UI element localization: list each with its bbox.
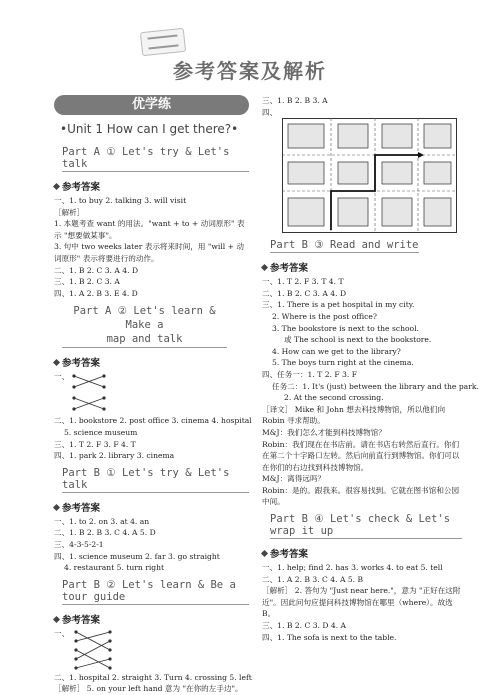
answer-line: 3. The bookstore is next to the school. xyxy=(272,323,419,333)
part-a1-title: Part A ① Let's try & Let's talk xyxy=(62,146,249,172)
translation-text: Robin：是的。跟我来。很容易找到。它就在图书馆和公园中间。 xyxy=(262,485,460,507)
diamond-icon xyxy=(53,359,60,366)
answer-line: 4. How can we get to the library? xyxy=(272,346,401,356)
answer-line: 三、1. B 2. B 3. A xyxy=(262,96,328,105)
answer-line: 二、1. B 2. C 3. A 4. D xyxy=(262,288,347,298)
answer-line: 一、1. T 2. F 3. T 4. T xyxy=(262,277,344,287)
answer-line: 5. science museum xyxy=(64,427,138,437)
answer-line: 四、1. The sofa is next to the table. xyxy=(262,632,397,642)
unit-title: •Unit 1 How can I get there?• xyxy=(60,122,239,136)
part-a2-title: Part A ② Let's learn & Make a map and talk xyxy=(62,304,227,348)
diamond-icon xyxy=(261,550,268,557)
answer-line: 二、1. hospital 2. straight 3. Turn 4. crossing 5. left xyxy=(54,672,252,682)
answer-line: 5. The boys turn right at the cinema. xyxy=(272,358,414,368)
answer-line: 三、1. B 2. C 3. D 4. A xyxy=(262,621,347,631)
answer-line: ［解析］ 5. on your left hand 意为 "在你的左手边"。 xyxy=(54,684,243,694)
matching-diagram: 一、 xyxy=(54,371,249,415)
diamond-icon xyxy=(53,504,60,511)
answer-line: 三、4-3-5-2-1 xyxy=(54,539,104,549)
answer-line: 四、1. A 2. B 3. E 4. D xyxy=(54,288,138,298)
logo-stamp xyxy=(140,28,186,56)
part-b3-title: Part B ③ Read and write xyxy=(270,239,419,252)
answer-line: 一、1. to buy 2. talking 3. will visit xyxy=(54,196,187,205)
answer-heading: 参考答案 xyxy=(54,355,249,369)
diamond-icon xyxy=(261,264,268,271)
answer-heading: 参考答案 xyxy=(54,612,249,626)
answer-line: 4. restaurant 5. turn right xyxy=(64,563,165,573)
part-b2-title: Part B ② Let's learn & Be a tour guide xyxy=(62,579,249,605)
translation-text: Robin：我们现在在书店前。请在书店右转然后直行。你们在第二个十字路口左转。然后向前直行到博物馆。你们可以在你们的右边找到科技博物馆。 xyxy=(262,439,460,472)
answer-line: 2. At the second crossing. xyxy=(284,393,384,403)
answer-heading: 参考答案 xyxy=(54,500,249,514)
translation-text: ［译文］ Mike 和 John 想去科技博物馆，所以他们向 Robin 寻求帮助。 xyxy=(262,404,446,426)
answer-line: 一、1. help; find 2. has 3. works 4. to eat 5. tell xyxy=(262,563,443,573)
answer-line: 四、 xyxy=(262,107,278,117)
diamond-icon xyxy=(53,183,60,190)
right-column xyxy=(262,95,479,643)
answer-line: 三、1. There is a pet hospital in my city. xyxy=(262,300,415,310)
part-b4-title: Part B ④ Let's check & Let's wrap it up xyxy=(270,513,462,539)
answer-line: 三、1. T 2. F 3. F 4. T xyxy=(54,439,136,449)
left-column xyxy=(54,95,252,695)
city-map-figure xyxy=(282,118,457,233)
answer-heading: 参考答案 xyxy=(262,546,462,560)
answer-line: 三、1. B 2. C 3. A xyxy=(54,277,120,287)
part-b1-title: Part B ① Let's try & Let's talk xyxy=(62,467,249,493)
answer-line: 四、1. park 2. library 3. cinema xyxy=(54,451,175,461)
page-title: 参考答案及解析 xyxy=(173,59,327,83)
answer-line: 二、1. A 2. B 3. C 4. A 5. B xyxy=(262,574,364,584)
answer-line: ［解析］ xyxy=(54,207,85,217)
answer-line: 1. 本题考查 want 的用法。"want + to + 动词原形" 表示 "想要做某事"。 xyxy=(54,219,245,240)
answer-line: 2. Where is the post office? xyxy=(272,311,377,321)
answer-line: 二、1. B 2. C 3. A 4. D xyxy=(54,265,139,275)
translation-text: M&J：我们怎么才能到科技博物馆？ xyxy=(262,427,386,437)
section-banner: 优学练 xyxy=(54,95,249,115)
answer-line: 二、1. B 2. B 3. C 4. A 5. D xyxy=(54,528,156,538)
diamond-icon xyxy=(53,616,60,623)
answer-line: 四、任务一：1. T 2. F 3. F xyxy=(262,369,357,379)
answer-line: 任务二：1. It's (just) between the library and the park. xyxy=(272,381,479,391)
answer-line: 一、1. to 2. on 3. at 4. an xyxy=(54,516,150,526)
answer-line: ［解析］ 2. 答句为 "Just near here."，意为 "正好在这附近"。因此问句应提问科技博物馆在哪里（where）。故选B。 xyxy=(262,586,461,619)
answer-heading: 参考答案 xyxy=(54,179,249,193)
answer-line: 或 The school is next to the bookstore. xyxy=(284,335,432,345)
matching-diagram: 一、 xyxy=(54,628,249,672)
answer-heading: 参考答案 xyxy=(262,260,462,274)
answer-line: 二、1. bookstore 2. post office 3. cinema 4. hospital xyxy=(54,416,252,426)
answer-line: 3. 句中 two weeks later 表示将来时间，用 "will + 动词原形" 表示将要进行的动作。 xyxy=(54,242,244,263)
answer-line: 四、1. science museum 2. far 3. go straight xyxy=(54,551,220,561)
translation-text: M&J：离得远吗？ xyxy=(262,474,326,484)
